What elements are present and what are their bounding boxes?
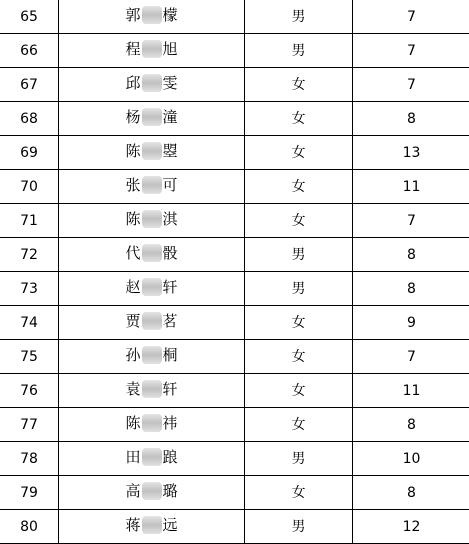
cell-age[interactable]: 8 xyxy=(353,272,469,306)
name-first-char: 赵 xyxy=(126,277,141,297)
name-text xyxy=(120,515,184,535)
name-text xyxy=(120,243,184,263)
name-text xyxy=(120,107,184,127)
name-last-char: 曌 xyxy=(162,141,177,161)
cell-sex[interactable]: 女 xyxy=(245,68,353,102)
cell-age[interactable]: 8 xyxy=(353,102,469,136)
cell-name[interactable] xyxy=(59,272,245,306)
cell-sex[interactable]: 男 xyxy=(245,238,353,272)
name-last-char: 淇 xyxy=(162,209,177,229)
cell-sex[interactable]: 女 xyxy=(245,170,353,204)
cell-sex[interactable]: 女 xyxy=(245,476,353,510)
name-first-char: 张 xyxy=(126,175,141,195)
name-last-char: 远 xyxy=(162,515,177,535)
name-first-char: 邱 xyxy=(126,73,141,93)
table-row xyxy=(0,136,469,170)
cell-name[interactable] xyxy=(59,408,245,442)
cell-sex[interactable]: 男 xyxy=(245,272,353,306)
name-last-char: 桐 xyxy=(162,345,177,365)
redaction-blur xyxy=(142,380,162,398)
name-last-char: 旭 xyxy=(162,39,177,59)
table-row xyxy=(0,272,469,306)
name-last-char: 茗 xyxy=(162,311,177,331)
cell-number[interactable]: 73 xyxy=(0,272,59,306)
cell-name[interactable] xyxy=(59,340,245,374)
table-row xyxy=(0,306,469,340)
name-last-char: 轩 xyxy=(162,277,177,297)
table-row xyxy=(0,34,469,68)
name-first-char: 陈 xyxy=(126,141,141,161)
cell-number[interactable]: 71 xyxy=(0,204,59,238)
cell-age[interactable]: 7 xyxy=(353,68,469,102)
name-text xyxy=(120,447,184,467)
cell-number[interactable]: 80 xyxy=(0,510,59,544)
table-row xyxy=(0,340,469,374)
table-row xyxy=(0,374,469,408)
cell-number[interactable]: 66 xyxy=(0,34,59,68)
redaction-blur xyxy=(142,176,162,194)
cell-name[interactable] xyxy=(59,170,245,204)
cell-sex[interactable]: 男 xyxy=(245,34,353,68)
redaction-blur xyxy=(142,6,162,24)
redaction-blur xyxy=(142,244,162,262)
cell-age[interactable]: 7 xyxy=(353,340,469,374)
name-first-char: 田 xyxy=(126,447,141,467)
redaction-blur xyxy=(142,312,162,330)
cell-sex[interactable]: 女 xyxy=(245,306,353,340)
redaction-blur xyxy=(142,278,162,296)
cell-sex[interactable]: 男 xyxy=(245,0,353,34)
name-first-char: 程 xyxy=(126,39,141,59)
name-first-char: 陈 xyxy=(126,209,141,229)
name-first-char: 孙 xyxy=(126,345,141,365)
cell-number[interactable]: 79 xyxy=(0,476,59,510)
cell-age[interactable]: 10 xyxy=(353,442,469,476)
name-first-char: 蒋 xyxy=(126,515,141,535)
cell-number[interactable]: 76 xyxy=(0,374,59,408)
cell-sex[interactable]: 女 xyxy=(245,102,353,136)
table-row xyxy=(0,238,469,272)
cell-name[interactable] xyxy=(59,476,245,510)
table-row xyxy=(0,0,469,34)
redaction-blur xyxy=(142,346,162,364)
cell-sex[interactable]: 女 xyxy=(245,408,353,442)
cell-name[interactable] xyxy=(59,102,245,136)
redaction-blur xyxy=(142,448,162,466)
redaction-blur xyxy=(142,414,162,432)
name-text xyxy=(120,73,184,93)
cell-number[interactable]: 74 xyxy=(0,306,59,340)
cell-name[interactable] xyxy=(59,238,245,272)
table-row xyxy=(0,510,469,544)
name-last-char: 檬 xyxy=(162,5,177,25)
cell-age[interactable]: 8 xyxy=(353,238,469,272)
cell-number[interactable]: 78 xyxy=(0,442,59,476)
name-first-char: 高 xyxy=(126,481,141,501)
name-text xyxy=(120,39,184,59)
cell-age[interactable]: 7 xyxy=(353,0,469,34)
name-first-char: 杨 xyxy=(126,107,141,127)
name-first-char: 陈 xyxy=(126,413,141,433)
name-last-char: 可 xyxy=(162,175,177,195)
cell-name[interactable] xyxy=(59,34,245,68)
cell-sex[interactable]: 男 xyxy=(245,442,353,476)
table-row xyxy=(0,102,469,136)
redaction-blur xyxy=(142,482,162,500)
cell-name[interactable] xyxy=(59,204,245,238)
cell-sex[interactable]: 男 xyxy=(245,510,353,544)
cell-age[interactable]: 11 xyxy=(353,374,469,408)
table-row xyxy=(0,204,469,238)
name-last-char: 踉 xyxy=(162,447,177,467)
cell-age[interactable]: 12 xyxy=(353,510,469,544)
cell-age[interactable]: 13 xyxy=(353,136,469,170)
name-first-char: 贾 xyxy=(126,311,141,331)
table-row xyxy=(0,476,469,510)
name-text xyxy=(120,141,184,161)
table-row xyxy=(0,408,469,442)
name-text xyxy=(120,413,184,433)
cell-age[interactable]: 11 xyxy=(353,170,469,204)
name-last-char: 骰 xyxy=(162,243,177,263)
cell-name[interactable] xyxy=(59,510,245,544)
redaction-blur xyxy=(142,74,162,92)
cell-sex[interactable]: 女 xyxy=(245,340,353,374)
redaction-blur xyxy=(142,516,162,534)
name-last-char: 雯 xyxy=(162,73,177,93)
name-text xyxy=(120,277,184,297)
cell-number[interactable]: 75 xyxy=(0,340,59,374)
cell-number[interactable]: 70 xyxy=(0,170,59,204)
cell-name[interactable] xyxy=(59,442,245,476)
cell-name[interactable] xyxy=(59,374,245,408)
name-text xyxy=(120,311,184,331)
name-text xyxy=(120,345,184,365)
redaction-blur xyxy=(142,210,162,228)
cell-number[interactable]: 77 xyxy=(0,408,59,442)
name-last-char: 潼 xyxy=(162,107,177,127)
cell-number[interactable]: 65 xyxy=(0,0,59,34)
redaction-blur xyxy=(142,108,162,126)
cell-number[interactable]: 69 xyxy=(0,136,59,170)
name-text xyxy=(120,5,184,25)
redaction-blur xyxy=(142,142,162,160)
table-row xyxy=(0,442,469,476)
cell-sex[interactable]: 女 xyxy=(245,204,353,238)
table-row xyxy=(0,68,469,102)
name-text xyxy=(120,481,184,501)
cell-name[interactable] xyxy=(59,136,245,170)
cell-age[interactable]: 8 xyxy=(353,408,469,442)
name-last-char: 轩 xyxy=(162,379,177,399)
cell-age[interactable]: 7 xyxy=(353,34,469,68)
cell-number[interactable]: 68 xyxy=(0,102,59,136)
name-last-char: 璐 xyxy=(162,481,177,501)
cell-name[interactable] xyxy=(59,68,245,102)
name-text xyxy=(120,209,184,229)
name-first-char: 郭 xyxy=(126,5,141,25)
name-first-char: 袁 xyxy=(126,379,141,399)
cell-age[interactable]: 9 xyxy=(353,306,469,340)
cell-name[interactable] xyxy=(59,306,245,340)
cell-sex[interactable]: 女 xyxy=(245,374,353,408)
redaction-blur xyxy=(142,40,162,58)
cell-number[interactable]: 67 xyxy=(0,68,59,102)
name-first-char: 代 xyxy=(126,243,141,263)
cell-age[interactable]: 7 xyxy=(353,204,469,238)
cell-age[interactable]: 8 xyxy=(353,476,469,510)
cell-number[interactable]: 72 xyxy=(0,238,59,272)
cell-name[interactable] xyxy=(59,0,245,34)
name-text xyxy=(120,175,184,195)
table-row xyxy=(0,170,469,204)
cell-sex[interactable]: 女 xyxy=(245,136,353,170)
name-last-char: 祎 xyxy=(162,413,177,433)
name-text xyxy=(120,379,184,399)
